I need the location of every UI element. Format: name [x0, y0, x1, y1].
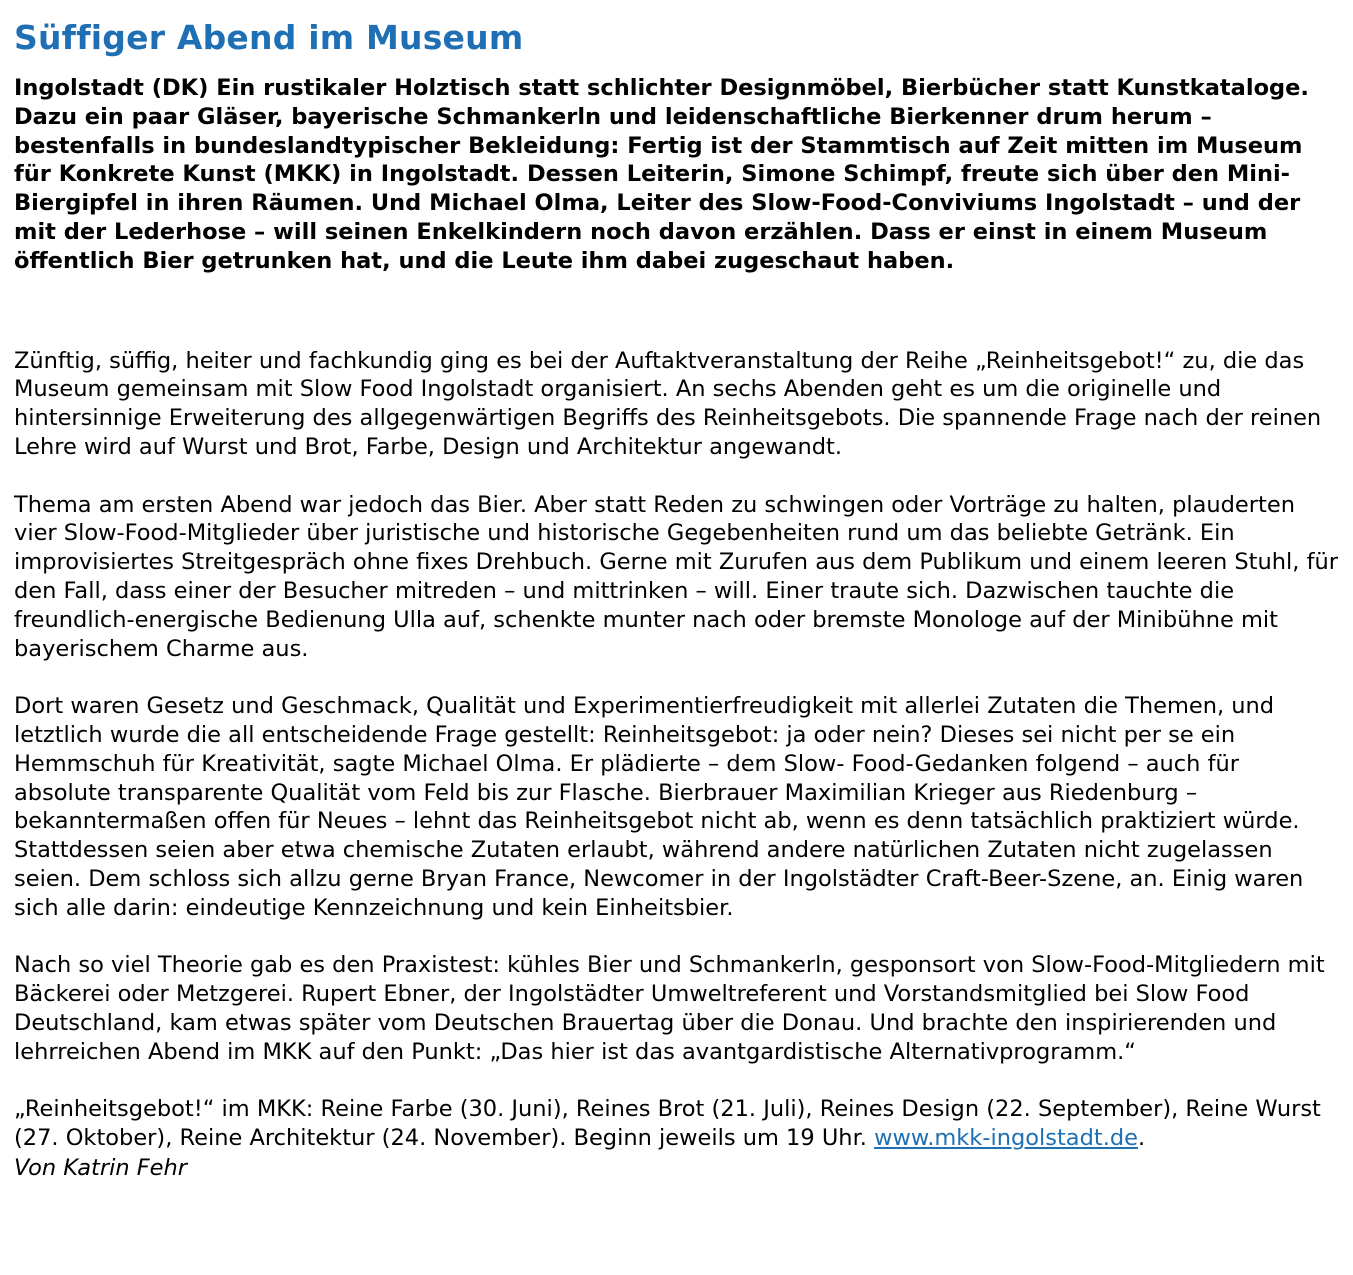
paragraph-2: Thema am ersten Abend war jedoch das Bier. Aber statt Reden zu schwingen oder Vorträge zu halten, plauderten vier Slow-Food-Mitglieder über juristische und historische Gegebenheiten rund um das beliebte Getränk. Ein improvisiertes Streitgespräch ohne fixes Drehbuch. Gerne mit Zurufen aus dem Publikum und einem leeren Stuhl, für den Fall, dass einer der Besucher mitreden – und mittrinken – will. Einer traute sich. Dazwischen tauchte die freundlich-energische Bedienung Ulla auf, schenkte munter nach oder bremste Monologe auf der Minibühne mit bayerischem Charme aus. — [14, 491, 1339, 662]
article-lead: Ingolstadt (DK) Ein rustikaler Holztisch statt schlichter Designmöbel, Bierbücher statt Kunstkataloge. Dazu ein paar Gläser, bayerische Schmankerln und leidenschaftliche Bierkenner drum herum – bestenfalls in bundeslandtypischer Bekleidung: Fertig ist der Stammtisch auf Zeit mitten im Museum für Konkrete Kunst (MKK) in Ingolstadt. Dessen Leiterin, Simone Schimpf, freute sich über den Mini-Biergipfel in ihren Räumen. Und Michael Olma, Leiter des Slow-Food-Conviviums Ingolstadt – und der mit der Lederhose – will seinen Enkelkindern noch davon erzählen. Dass er einst in einem Museum öffentlich Bier getrunken hat, und die Leute ihm dabei zugeschaut haben. — [14, 75, 1309, 274]
schedule-text: „Reinheitsgebot!“ im MKK: Reine Farbe (30. Juni), Reines Brot (21. Juli), Reines Design (22. September), Reine Wurst (27. Oktober), Reine Architektur (24. November). Beginn jeweils um 19 Uhr. — [14, 1096, 1321, 1152]
spacer — [14, 663, 1339, 692]
article-body — [14, 276, 1339, 1183]
article — [14, 18, 1339, 1209]
museum-website-link[interactable]: www.mkk-ingolstadt.de — [874, 1125, 1138, 1152]
spacer — [14, 923, 1339, 952]
paragraph-3: Dort waren Gesetz und Geschmack, Qualität und Experimentierfreudigkeit mit allerlei Zutaten die Themen, und letztlich wurde die all entscheidende Frage gestellt: Reinheitsgebot: ja oder nein? Dieses sei nicht per se ein Hemmschuh für Kreativität, sagte Michael Olma. Er plädierte – dem Slow- Food-Gedanken folgend – auch für absolute transparente Qualität vom Feld bis zur Flasche. Bierbrauer Maximilian Krieger aus Riedenburg – bekanntermaßen offen für Neues – lehnt das Reinheitsgebot nicht ab, wenn es denn tatsächlich praktiziert würde. Stattdessen seien aber etwa chemische Zutaten erlaubt, während andere natürlichen Zutaten nicht zugelassen seien. Dem schloss sich allzu gerne Bryan France, Newcomer in der Ingolstädter Craft-Beer-Szene, an. Einig waren sich alle darin: eindeutige Kennzeichnung und kein Einheitsbier. — [14, 693, 1304, 921]
schedule-paragraph — [14, 1095, 1339, 1153]
paragraph-1: Zünftig, süffig, heiter und fachkundig ging es bei der Auftaktveranstaltung der Reihe „Reinheitsgebot!“ zu, die das Museum gemeinsam mit Slow Food Ingolstadt organisiert. An sechs Abenden geht es um die originelle und hintersinnige Erweiterung des allgegenwärtigen Begriffs des Reinheitsgebots. Die spannende Frage nach der reinen Lehre wird auf Wurst und Brot, Farbe, Design und Architektur angewandt. — [14, 347, 1322, 460]
spacer — [14, 462, 1339, 491]
author-byline: Von Katrin Fehr — [14, 1154, 188, 1181]
article-title: Süffiger Abend im Museum — [14, 18, 524, 57]
spacer — [14, 276, 1339, 347]
schedule-period: . — [1137, 1125, 1146, 1152]
spacer — [14, 1067, 1339, 1096]
paragraph-4: Nach so viel Theorie gab es den Praxistest: kühles Bier und Schmankerln, gesponsort von Slow-Food-Mitgliedern mit Bäckerei oder Metzgerei. Rupert Ebner, der Ingolstädter Umweltreferent und Vorstandsmitglied bei Slow Food Deutschland, kam etwas später vom Deutschen Brauertag über die Donau. Und brachte den inspirierenden und lehrreichen Abend im MKK auf den Punkt: „Das hier ist das avantgardistische Alternativprogramm.“ — [14, 952, 1325, 1065]
